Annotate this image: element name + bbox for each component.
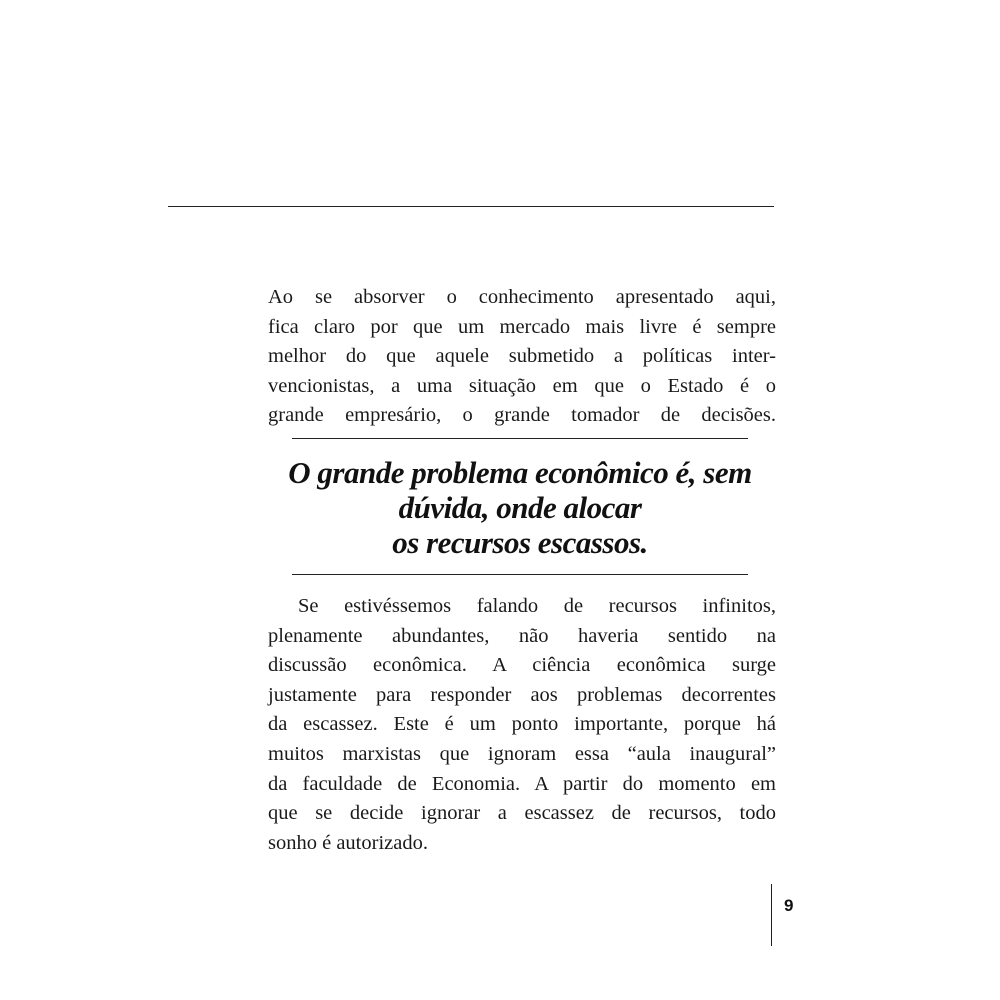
- header-rule: [168, 206, 774, 207]
- paragraph-1-line: grande empresário, o grande tomador de decisões.: [268, 404, 776, 427]
- paragraph-1-line: fica claro por que um mercado mais livre é sempre: [268, 315, 776, 338]
- page-number-rule: [771, 884, 772, 946]
- paragraph-1-line: Ao se absorver o conhecimento apresentado aqui,: [268, 286, 776, 308]
- pull-quote: [240, 455, 800, 560]
- paragraph-2-line: muitos marxistas que ignoram essa “aula inaugural”: [268, 742, 776, 765]
- paragraph-2-line: Se estivéssemos falando de recursos infinitos,: [298, 595, 776, 617]
- paragraph-1: [268, 283, 776, 431]
- paragraph-2-line: da escassez. Este é um ponto importante, porque há: [268, 713, 776, 736]
- pull-quote-line: O grande problema econômico é, sem: [288, 455, 752, 490]
- paragraph-1-line: melhor do que aquele submetido a políticas inter-: [268, 345, 776, 368]
- pull-quote-line: dúvida, onde alocar: [398, 490, 642, 525]
- paragraph-2-line: justamente para responder aos problemas decorrentes: [268, 683, 776, 706]
- pull-quote-line: os recursos escassos.: [392, 525, 648, 560]
- paragraph-2-line: que se decide ignorar a escassez de recursos, todo: [268, 802, 776, 825]
- paragraph-2: [268, 592, 776, 858]
- paragraph-2-line: da faculdade de Economia. A partir do momento em: [268, 772, 776, 795]
- paragraph-1-line: vencionistas, a uma situação em que o Estado é o: [268, 374, 776, 397]
- paragraph-2-line: discussão econômica. A ciência econômica surge: [268, 654, 776, 677]
- pull-quote-top-rule: [292, 438, 748, 439]
- paragraph-2-line: plenamente abundantes, não haveria sentido na: [268, 624, 776, 647]
- page-number: 9: [784, 896, 794, 915]
- pull-quote-bottom-rule: [292, 574, 748, 575]
- paragraph-2-line: sonho é autorizado.: [268, 831, 428, 854]
